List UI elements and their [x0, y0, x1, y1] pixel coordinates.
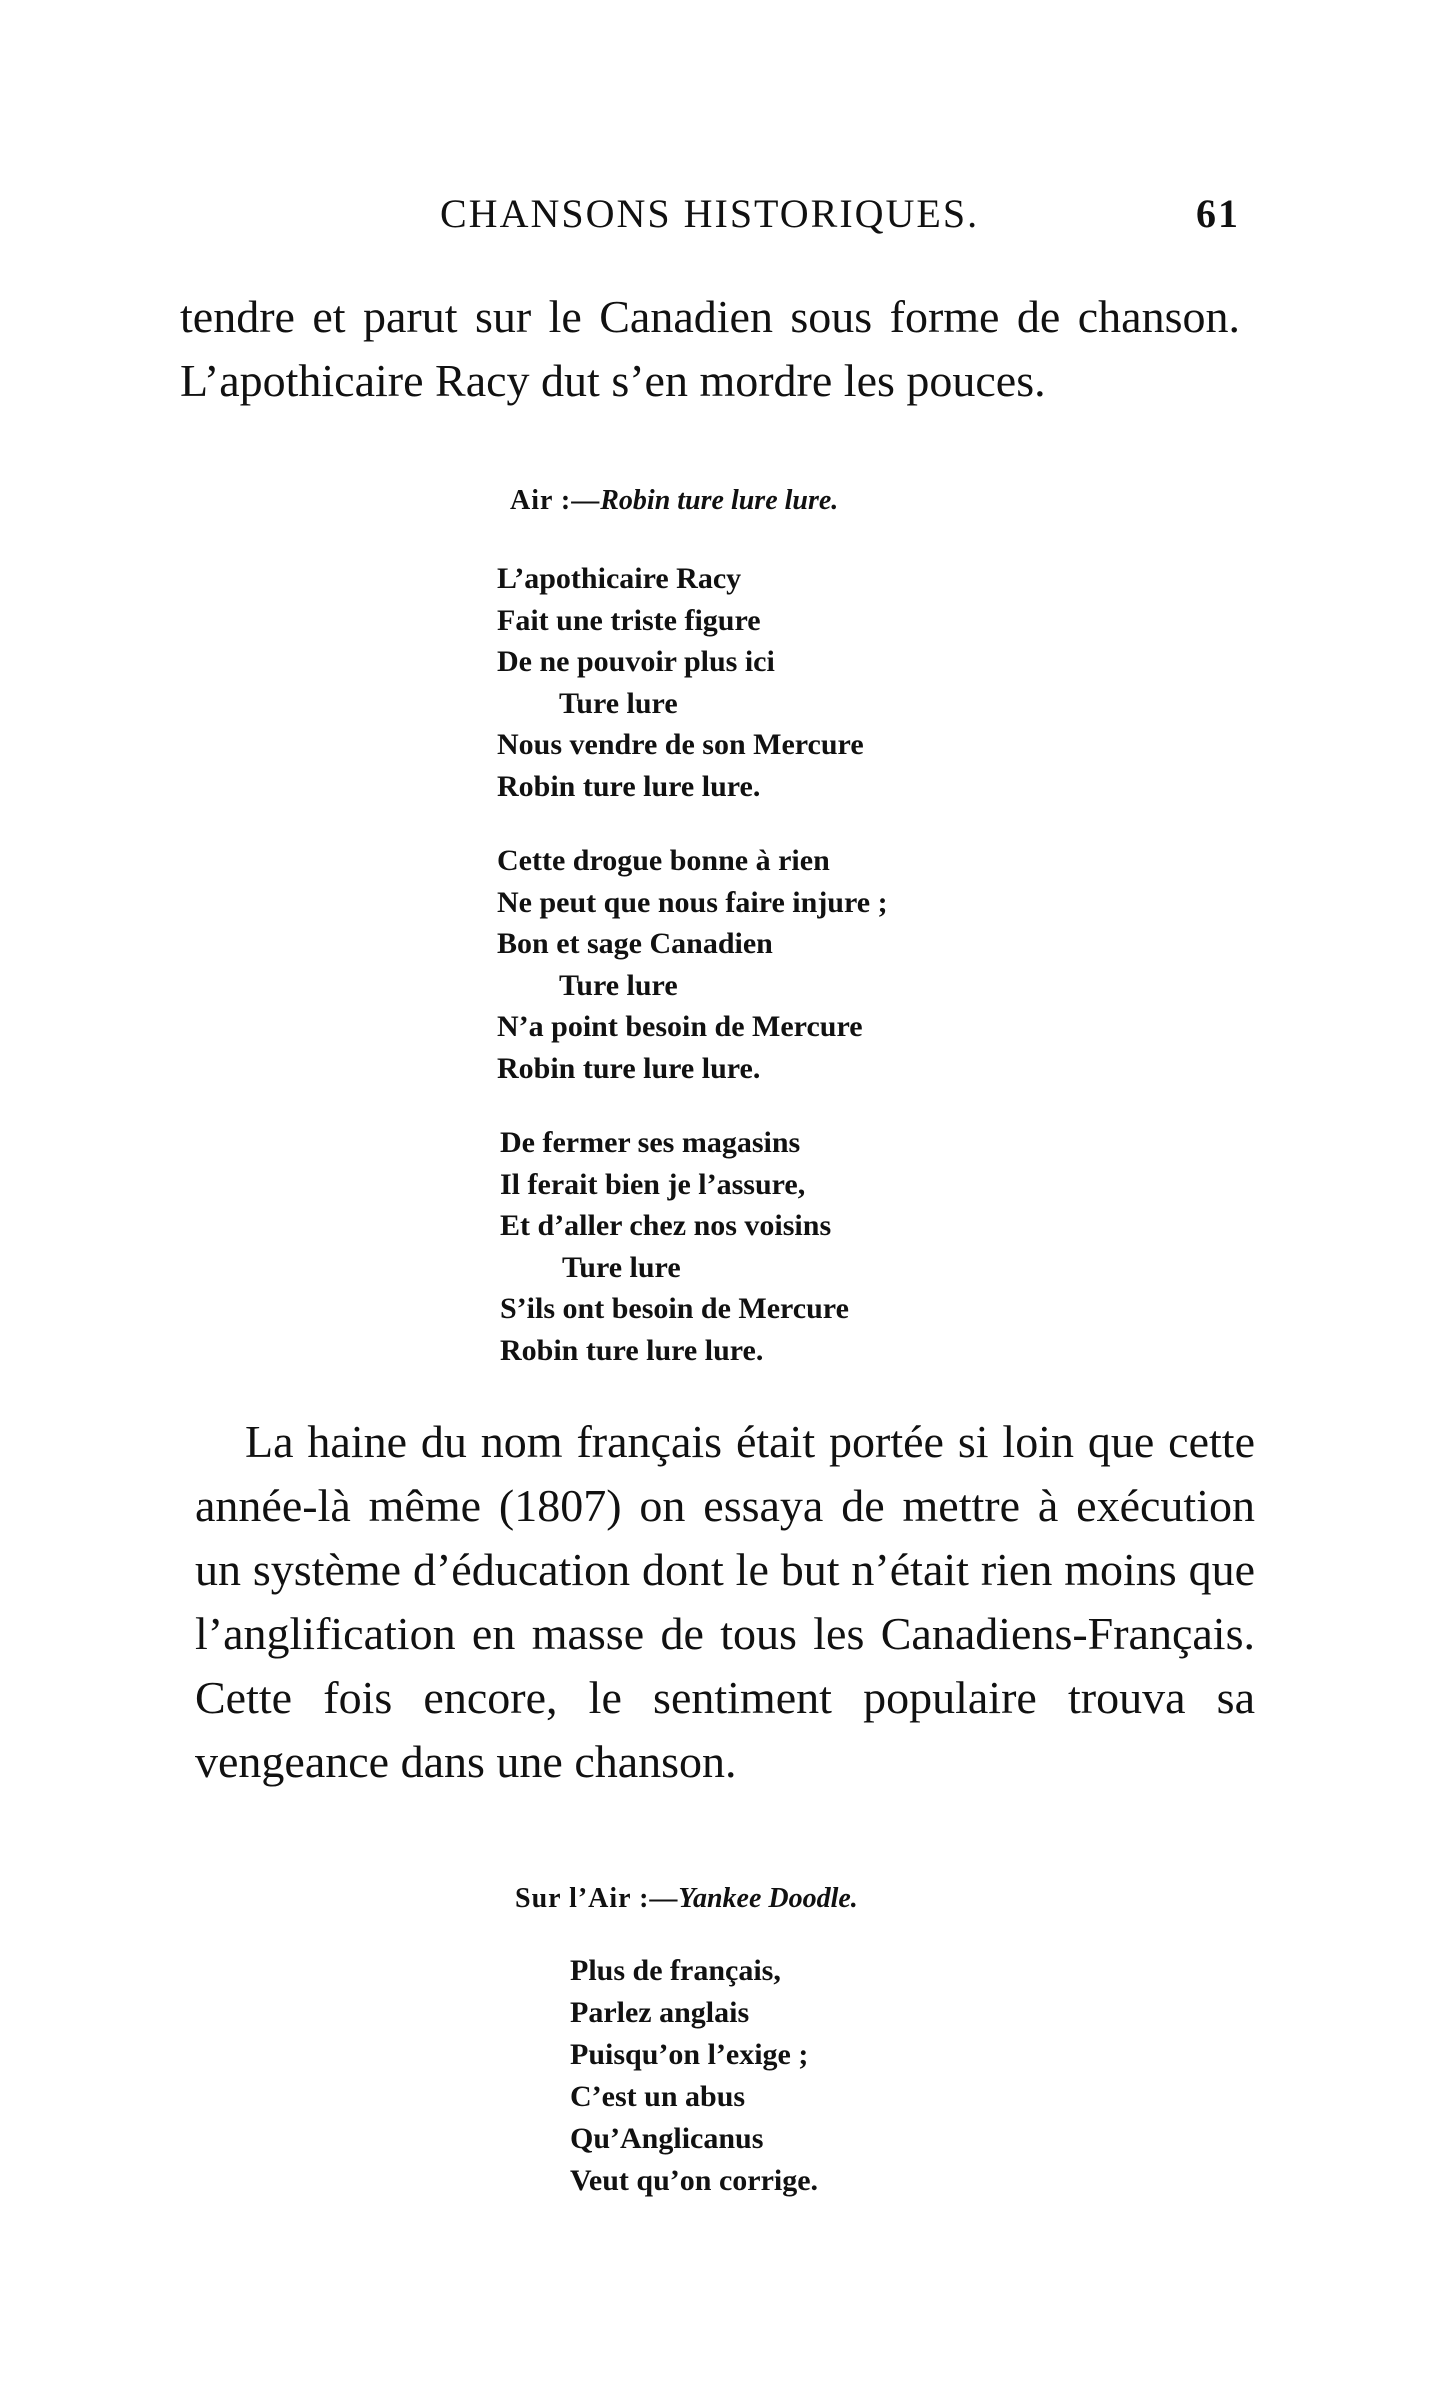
tune-heading-2	[515, 1883, 858, 1915]
verse-line: Bon et sage Canadien	[497, 927, 773, 960]
tune-name: Robin ture lure lure.	[600, 485, 839, 516]
verse-line: Nous vendre de son Mercure	[497, 728, 864, 761]
verse-line: S’ils ont besoin de Mercure	[500, 1292, 849, 1325]
song1-stanza-1	[497, 558, 864, 807]
verse-line: Veut qu’on corrige.	[570, 2164, 819, 2197]
verse-line: Et d’aller chez nos voisins	[500, 1209, 832, 1242]
tune-name: Yankee Doodle.	[678, 1883, 858, 1914]
verse-line: Plus de français,	[570, 1954, 781, 1987]
running-title: CHANSONS HISTORIQUES.	[440, 191, 980, 236]
verse-line: Robin ture lure lure.	[500, 1333, 764, 1367]
verse-line: Robin ture lure lure.	[497, 769, 761, 803]
verse-line: Robin ture lure lure.	[497, 1051, 761, 1085]
paragraph-continuation: tendre et parut sur le Canadien sous forme de chanson. L’apothicaire Racy dut s’en mordre les pouces.	[180, 291, 1240, 406]
verse-line: Ne peut que nous faire injure ;	[497, 885, 888, 919]
page-number: 61	[1196, 191, 1240, 236]
song2-stanza-1	[570, 1950, 818, 2202]
tune-prefix: Air :—	[510, 485, 601, 516]
verse-line: De fermer ses magasins	[500, 1126, 801, 1159]
verse-refrain-line: Ture lure	[559, 686, 678, 720]
verse-refrain-line: Ture lure	[559, 968, 678, 1002]
verse-line: Puisqu’on l’exige ;	[570, 2038, 809, 2071]
verse-line: L’apothicaire Racy	[497, 562, 742, 595]
verse-line: Parlez anglais	[570, 1996, 750, 2029]
verse-line: Il ferait bien je l’assure,	[500, 1167, 806, 1201]
verse-refrain-line: Ture lure	[562, 1250, 681, 1284]
verse-line: Cette drogue bonne à rien	[497, 844, 830, 877]
verse-line: De ne pouvoir plus ici	[497, 645, 775, 678]
verse-line: N’a point besoin de Mercure	[497, 1010, 863, 1043]
tune-heading-1	[510, 485, 838, 517]
verse-line: Qu’Anglicanus	[570, 2122, 764, 2155]
verse-line: C’est un abus	[570, 2080, 746, 2113]
song1-stanza-3	[500, 1122, 849, 1371]
paragraph-main: La haine du nom français était portée si loin que cette année-là même (1807) on essaya de mettre à exécution un système d’éducation dont le but n’était rien moins que l’anglification en masse de tous les Canadiens-Français. Cette fois encore, le sentiment populaire trouva sa vengeance dans une chanson.	[195, 1416, 1255, 1787]
tune-prefix: Sur l’Air :—	[515, 1883, 679, 1914]
song1-stanza-2	[497, 840, 888, 1089]
verse-line: Fait une triste figure	[497, 603, 761, 637]
running-header	[440, 190, 1240, 240]
